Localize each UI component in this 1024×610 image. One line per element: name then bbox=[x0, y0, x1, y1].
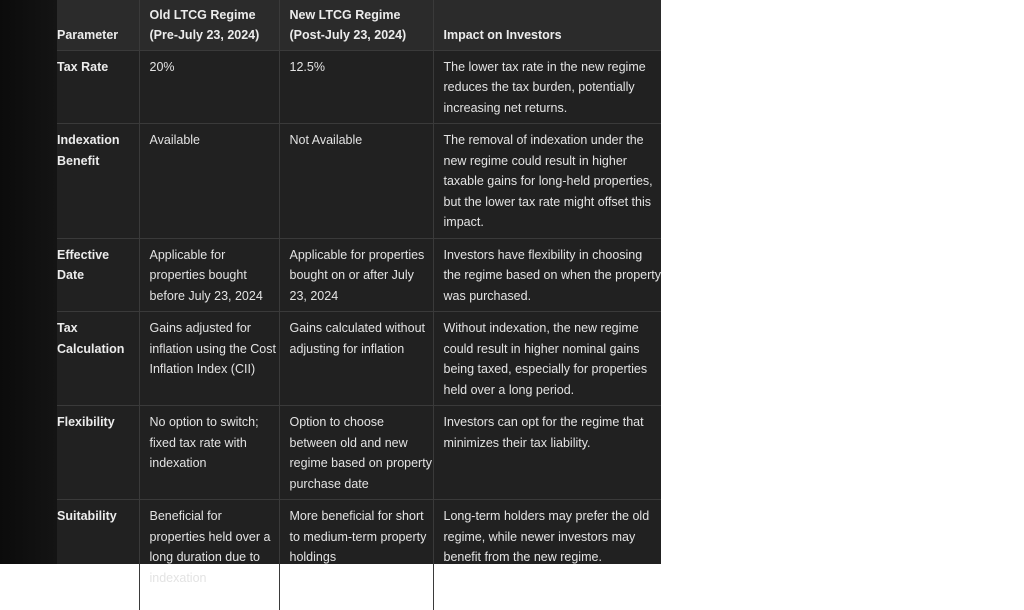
row-parameter-cell: Indexation Benefit bbox=[57, 133, 120, 168]
impact-cell: Without indexation, the new regime could result in higher nominal gains being taxed, especially for properties held over a long period. bbox=[433, 312, 661, 406]
table-row bbox=[57, 238, 661, 312]
left-dark-strip bbox=[0, 0, 57, 564]
old-regime-cell: Beneficial for properties held over a long duration due to indexation bbox=[139, 500, 279, 610]
new-regime-cell: Gains calculated without adjusting for inflation bbox=[279, 312, 433, 406]
table-row bbox=[57, 50, 661, 124]
row-parameter-cell: Tax Rate bbox=[57, 59, 109, 74]
row-parameter-cell: Effective Date bbox=[57, 247, 110, 282]
table-row bbox=[57, 500, 661, 610]
impact-cell: The removal of indexation under the new regime could result in higher taxable gains for long-held properties, but the lower tax rate might offset this impact. bbox=[433, 124, 661, 239]
table-row bbox=[57, 312, 661, 406]
impact-cell: Long-term holders may prefer the old regime, while newer investors may benefit from the new regime. bbox=[433, 500, 661, 610]
new-regime-cell: More beneficial for short to medium-term property holdings bbox=[279, 500, 433, 610]
header-parameter: Parameter bbox=[57, 28, 119, 42]
old-regime-cell: Applicable for properties bought before July 23, 2024 bbox=[139, 238, 279, 312]
comparison-table-panel bbox=[57, 0, 661, 585]
old-regime-cell: Gains adjusted for inflation using the Cost Inflation Index (CII) bbox=[139, 312, 279, 406]
header-old-regime: Old LTCG Regime (Pre-July 23, 2024) bbox=[139, 0, 279, 50]
old-regime-cell: No option to switch; fixed tax rate with indexation bbox=[139, 406, 279, 500]
table-header-row bbox=[57, 0, 661, 50]
impact-cell: Investors have flexibility in choosing the regime based on when the property was purchased. bbox=[433, 238, 661, 312]
row-parameter-cell: Suitability bbox=[57, 509, 117, 523]
impact-cell: Investors can opt for the regime that minimizes their tax liability. bbox=[433, 406, 661, 500]
impact-cell: The lower tax rate in the new regime reduces the tax burden, potentially increasing net returns. bbox=[433, 50, 661, 124]
table-row bbox=[57, 406, 661, 500]
new-regime-cell: Applicable for properties bought on or after July 23, 2024 bbox=[279, 238, 433, 312]
new-regime-cell: Not Available bbox=[279, 124, 433, 239]
new-regime-cell: 12.5% bbox=[279, 50, 433, 124]
row-parameter-cell: Tax Calculation bbox=[57, 321, 125, 356]
new-regime-cell: Option to choose between old and new regime based on property purchase date bbox=[279, 406, 433, 500]
table-row bbox=[57, 124, 661, 239]
header-new-regime: New LTCG Regime (Post-July 23, 2024) bbox=[279, 0, 433, 50]
row-parameter-cell: Flexibility bbox=[57, 415, 115, 429]
ltcg-comparison-table bbox=[57, 0, 661, 610]
old-regime-cell: Available bbox=[139, 124, 279, 239]
old-regime-cell: 20% bbox=[139, 50, 279, 124]
header-impact: Impact on Investors bbox=[433, 0, 661, 50]
